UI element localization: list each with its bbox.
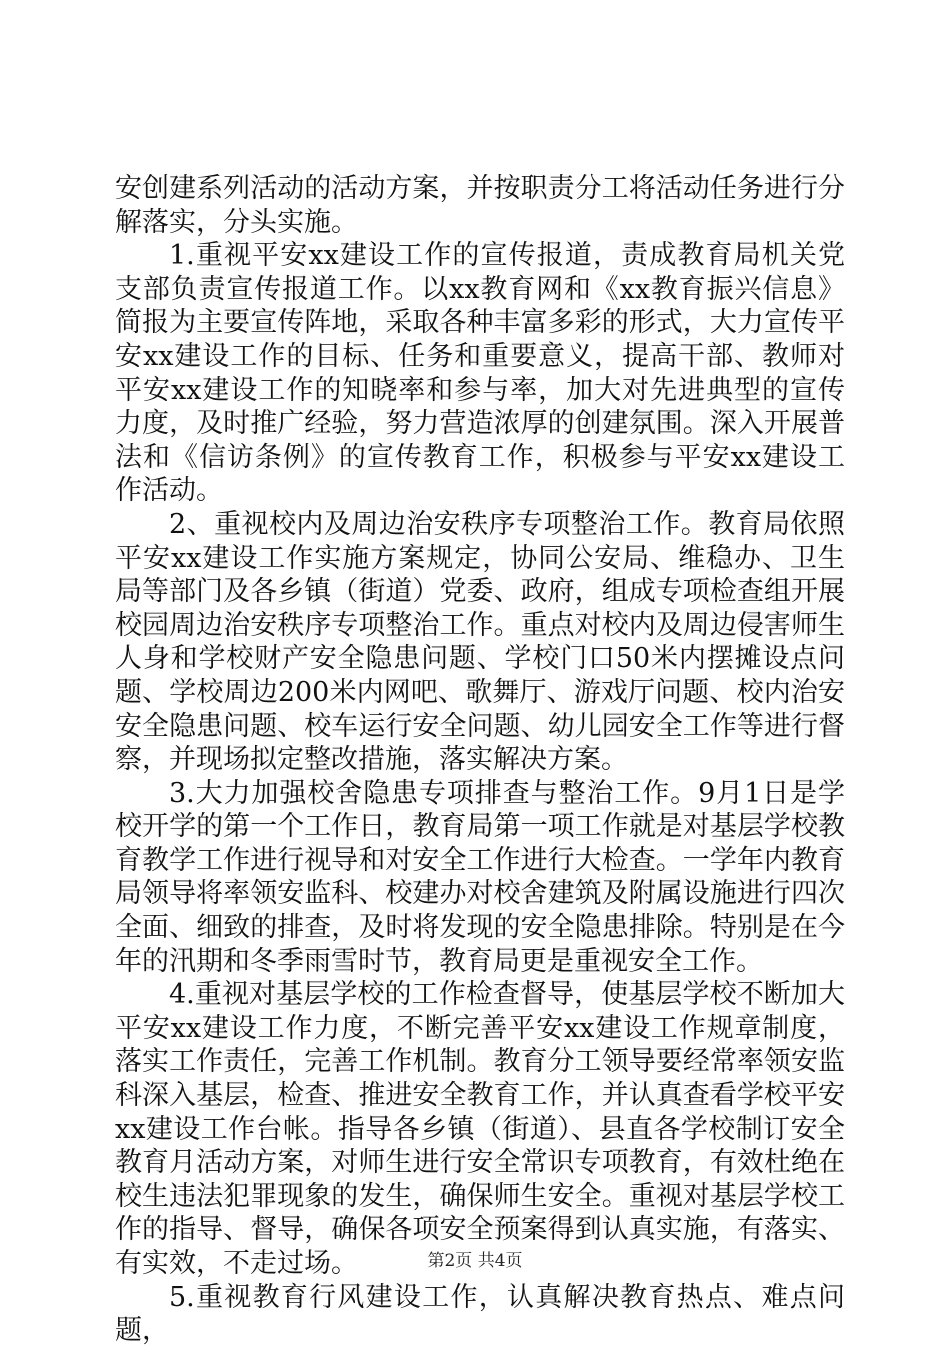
paragraph-item-3: 3.大力加强校舍隐患专项排查与整治工作。9月1日是学校开学的第一个工作日，教育局第一项工作就是对基层学校教育教学工作进行视导和对安全工作进行大检查。一学年内教育局领导将率领安监科、校建办对校舍建筑及附属设施进行四次全面、细致的排查，及时将发现的安全隐患排除。特别是在今年的汛期和冬季雨雪时节，教育局更是重视安全工作。 (115, 777, 845, 977)
paragraph-item-2: 2、重视校内及周边治安秩序专项整治工作。教育局依照平安xx建设工作实施方案规定，协同公安局、维稳办、卫生局等部门及各乡镇（街道）党委、政府，组成专项检查组开展校园周边治安秩序专项整治工作。重点对校内及周边侵害师生人身和学校财产安全隐患问题、学校门口50米内摆摊设点问题、学校周边200米内网吧、歌舞厅、游戏厅问题、校内治安安全隐患问题、校车运行安全问题、幼儿园安全工作等进行督察，并现场拟定整改措施，落实解决方案。 (115, 508, 845, 776)
paragraph-item-1: 1.重视平安xx建设工作的宣传报道，责成教育局机关党支部负责宣传报道工作。以xx教育网和《xx教育振兴信息》简报为主要宣传阵地，采取各种丰富多彩的形式，大力宣传平安xx建设工作的目标、任务和重要意义，提高干部、教师对平安xx建设工作的知晓率和参与率，加大对先进典型的宣传力度，及时推广经验，努力营造浓厚的创建氛围。深入开展普法和《信访条例》的宣传教育工作，积极参与平安xx建设工作活动。 (115, 240, 845, 507)
paragraph-item-4: 4.重视对基层学校的工作检查督导，使基层学校不断加大平安xx建设工作力度，不断完善平安xx建设工作规章制度，落实工作责任，完善工作机制。教育分工领导要经常率领安监科深入基层，检查、推进安全教育工作，并认真查看学校平安xx建设工作台帐。指导各乡镇（街道）、县直各学校制订安全教育月活动方案，对师生进行安全常识专项教育，有效杜绝在校生违法犯罪现象的发生，确保师生安全。重视对基层学校工作的指导、督导，确保各项安全预案得到认真实施，有落实、有实效，不走过场。 (115, 979, 845, 1279)
page-number-footer: 第2页 共4页 (427, 1251, 523, 1271)
document-body (115, 172, 845, 1348)
paragraph-item-5: 5.重视教育行风建设工作，认真解决教育热点、难点问题， (115, 1281, 845, 1347)
paragraph-continuation: 安创建系列活动的活动方案，并按职责分工将活动任务进行分解落实，分头实施。 (115, 173, 845, 238)
